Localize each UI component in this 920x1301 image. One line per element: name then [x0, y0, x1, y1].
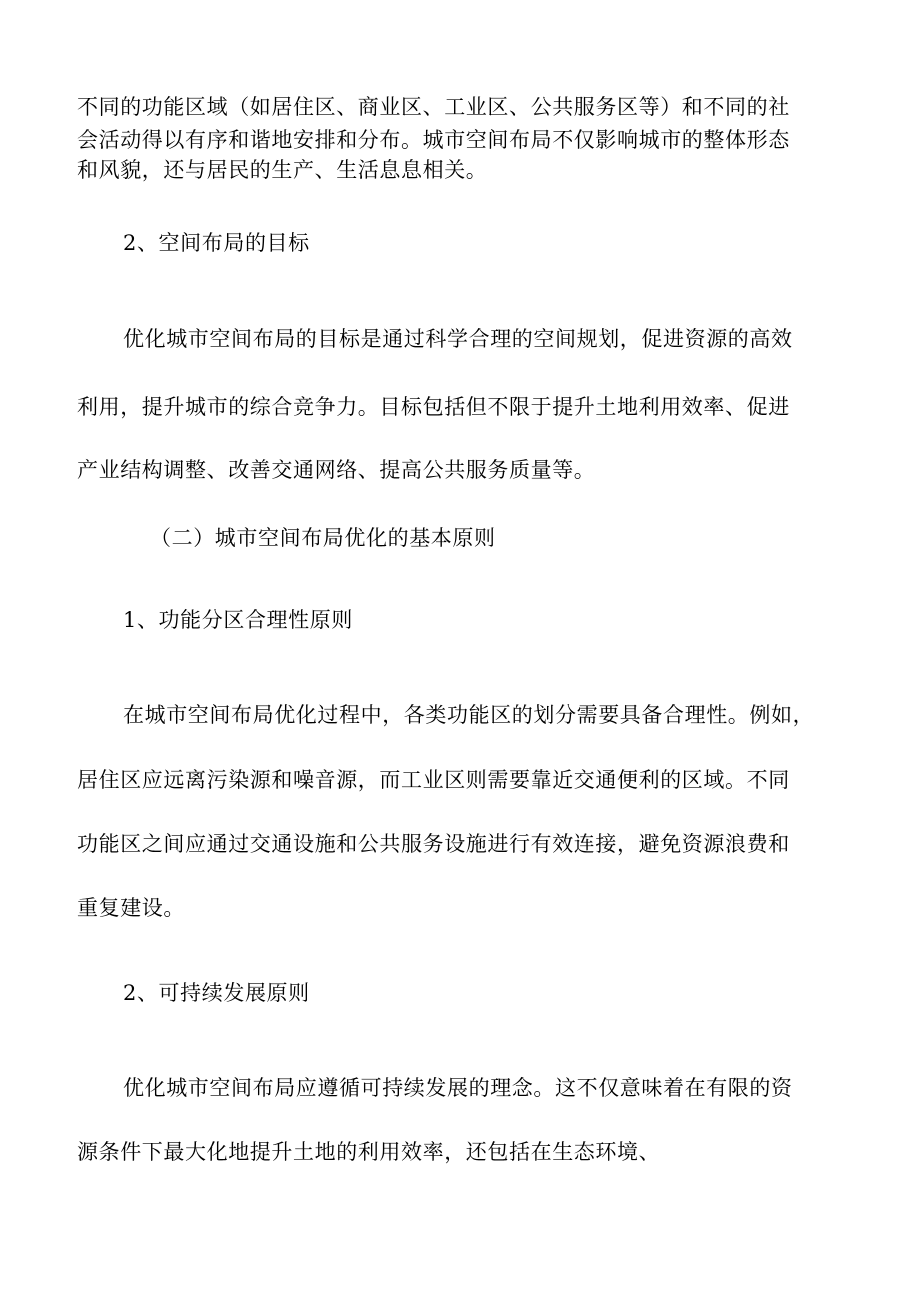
subheading-goal: 2、空间布局的目标 — [123, 231, 310, 255]
paragraph-line: 重复建设。 — [77, 896, 185, 920]
section-heading: （二）城市空间布局优化的基本原则 — [150, 526, 496, 550]
subheading-principle-2: 2、可持续发展原则 — [123, 981, 310, 1005]
paragraph-line: 和风貌，还与居民的生产、生活息息相关。 — [77, 158, 488, 182]
paragraph-line: 优化城市空间布局应遵循可持续发展的理念。这不仅意味着在有限的资 — [123, 1076, 793, 1100]
paragraph-line: 居住区应远离污染源和噪音源，而工业区则需要靠近交通便利的区域。不同 — [77, 768, 790, 792]
paragraph-line: 优化城市空间布局的目标是通过科学合理的空间规划，促进资源的高效 — [123, 327, 793, 351]
paragraph-line: 不同的功能区域（如居住区、商业区、工业区、公共服务区等）和不同的社 — [77, 95, 790, 119]
paragraph-line: 会活动得以有序和谐地安排和分布。城市空间布局不仅影响城市的整体形态 — [77, 128, 790, 152]
paragraph-line: 在城市空间布局优化过程中，各类功能区的划分需要具备合理性。例如， — [123, 703, 815, 727]
paragraph-line: 利用，提升城市的综合竞争力。目标包括但不限于提升土地利用效率、促进 — [77, 395, 790, 419]
paragraph-line: 源条件下最大化地提升土地的利用效率，还包括在生态环境、 — [77, 1140, 661, 1164]
subheading-principle-1: 1、功能分区合理性原则 — [123, 608, 353, 632]
paragraph-line: 产业结构调整、改善交通网络、提高公共服务质量等。 — [77, 458, 596, 482]
paragraph-line: 功能区之间应通过交通设施和公共服务设施进行有效连接，避免资源浪费和 — [77, 832, 790, 856]
